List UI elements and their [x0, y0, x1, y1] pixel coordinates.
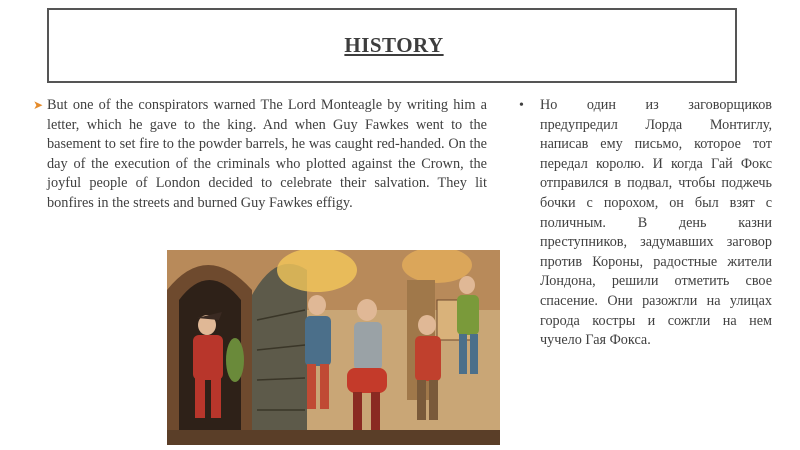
illustration-svg — [167, 250, 500, 445]
bullet-icon: ➤ — [33, 98, 44, 112]
page-title: HISTORY — [344, 33, 444, 57]
guy-fawkes-arrest-illustration — [167, 250, 500, 445]
english-paragraph: But one of the conspirators warned The Lord Monteagle by writing him a letter, which he gave to the king. And when Guy Fawkes went to the basement to set fire to the powder barrels, he was caught red-handed. On the day of the execution of the criminals who plotted against the Crown, the joyful people of London decided to celebrate their salvation. They lit bonfires in the streets and burned Guy Fawkes effigy. — [47, 97, 487, 211]
bullet-dot-icon: • — [519, 98, 524, 113]
title-box — [47, 8, 737, 83]
russian-paragraph: Но один из заговорщиков предупредил Лорда Монтиглу, написав ему письмо, которое тот передал королю. И когда Гай Фокс отправился в подвал, чтобы поджечь бочки с порохом, он был взят с поличным. В день казни преступников, задумавших заговор против Короны, радостные жители Лондона, решили отметить свое спасение. Они разожгли на улицах города костры и сожгли на нем чучело Гая Фокса. — [540, 97, 772, 349]
